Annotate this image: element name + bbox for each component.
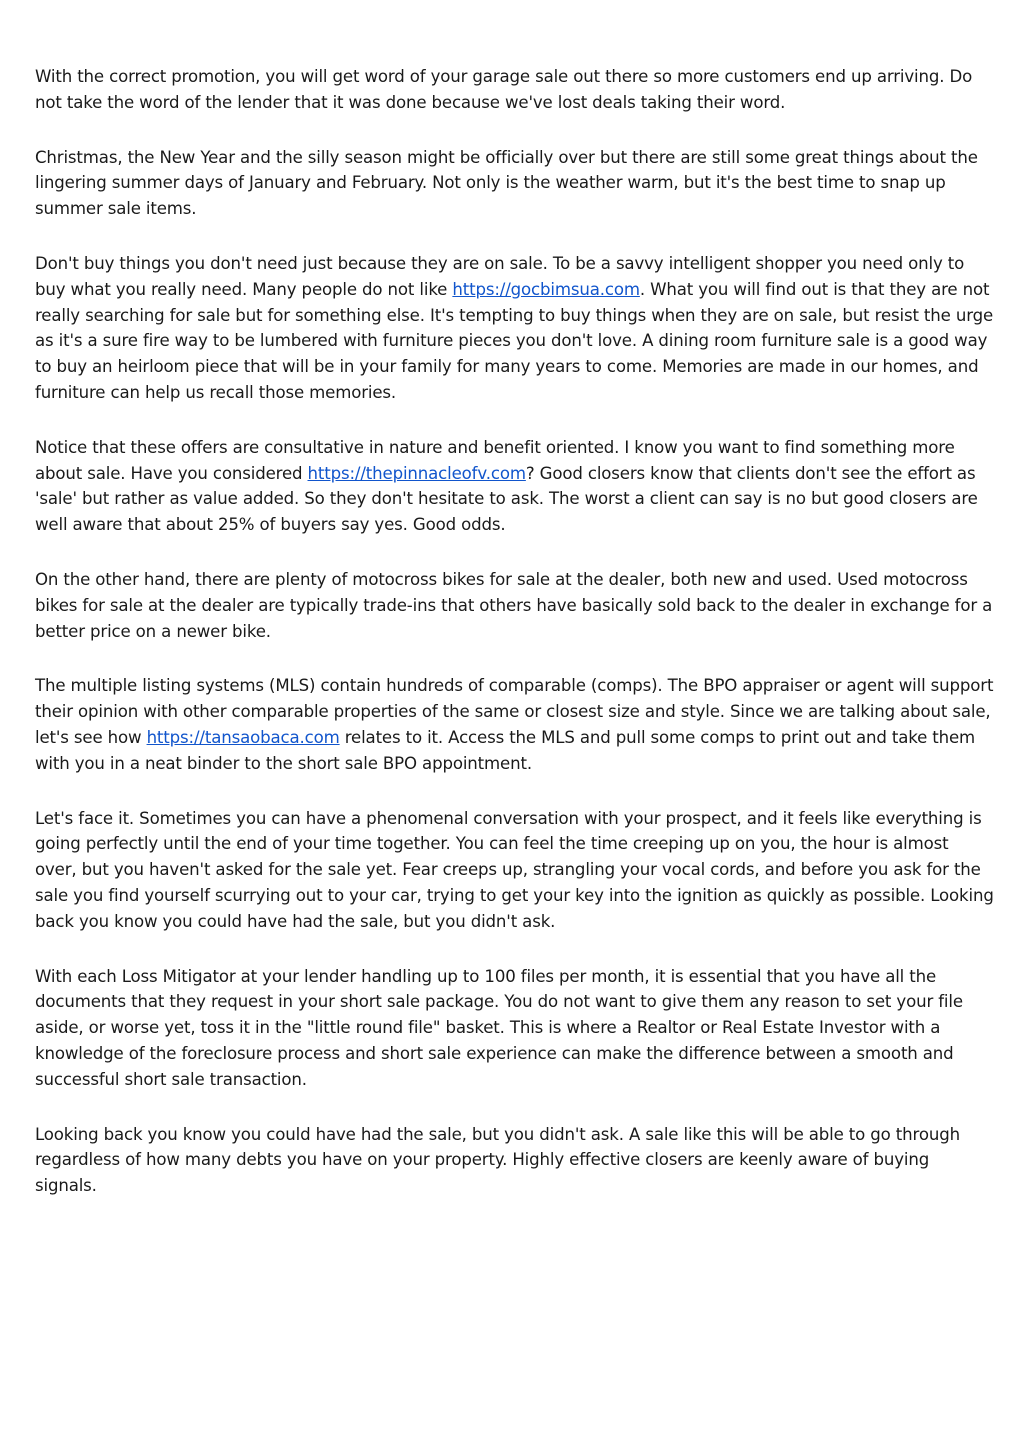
paragraph-text: Christmas, the New Year and the silly season might be officially over but there are still some great things about the lingering summer days of January and February. Not only is the weather warm, but it's the best time to snap up summer sale items. [35, 147, 978, 219]
paragraph-text: Let's face it. Sometimes you can have a phenomenal conversation with your prospect, and it feels like everything is going perfectly until the end of your time together. You can feel the time creeping up on you, the hour is almost over, but you haven't asked for the sale yet. Fear creeps up, strangling your vocal cords, and before you ask for the sale you find yourself scurrying out to your car, trying to get your key into the ignition as quickly as possible. Looking back you know you could have had the sale, but you didn't ask. [35, 808, 994, 931]
document-body [35, 64, 995, 1228]
paragraph-text: ? Good closers know that clients don't see the effort as 'sale' but rather as value added. So they don't hesitate to ask. The worst a client can say is no but good closers are well aware that about 25% of buyers say yes. Good odds. [35, 463, 978, 535]
paragraph-text: Looking back you know you could have had the sale, but you didn't ask. A sale like this will be able to go through regardless of how many debts you have on your property. Highly effective closers are keenly aware of buying signals. [35, 1124, 960, 1196]
paragraph-1 [35, 64, 995, 116]
paragraph-9 [35, 1122, 995, 1199]
paragraph-4 [35, 435, 995, 538]
paragraph-2 [35, 145, 995, 222]
link-thepinnacleofv[interactable]: https://thepinnacleofv.com [307, 463, 526, 483]
paragraph-8 [35, 964, 995, 1093]
link-tansaobaca[interactable]: https://tansaobaca.com [146, 727, 340, 747]
link-gocbimsua[interactable]: https://gocbimsua.com [452, 279, 640, 299]
paragraph-text: Don't buy things you don't need just because they are on sale. To be a savvy intelligent shopper you need only to buy what you really need. Many people do not like [35, 253, 965, 299]
paragraph-text: With the correct promotion, you will get word of your garage sale out there so more customers end up arriving. Do not take the word of the lender that it was done because we've lost deals taking their word. [35, 67, 973, 112]
paragraph-text: On the other hand, there are plenty of motocross bikes for sale at the dealer, both new and used. Used motocross bikes for sale at the dealer are typically trade-ins that others have basically sold back to the dealer in exchange for a better price on a newer bike. [35, 569, 993, 641]
paragraph-text: Notice that these offers are consultative in nature and benefit oriented. I know you want to find something more about sale. Have you considered [35, 437, 955, 483]
paragraph-text: . What you will find out is that they are not really searching for sale but for something else. It's tempting to buy things when they are on sale, but resist the urge as it's a sure fire way to be lumbered with furniture pieces you don't love. A dining room furniture sale is a good way to buy an heirloom piece that will be in your family for many years to come. Memories are made in our homes, and furniture can help us recall those memories. [35, 279, 994, 402]
paragraph-text: relates to it. Access the MLS and pull some comps to print out and take them with you in a neat binder to the short sale BPO appointment. [35, 727, 976, 773]
paragraph-3 [35, 251, 995, 406]
paragraph-5 [35, 567, 995, 644]
paragraph-text: With each Loss Mitigator at your lender handling up to 100 files per month, it is essential that you have all the documents that they request in your short sale package. You do not want to give them any reason to set your file aside, or worse yet, toss it in the "little round file" basket. This is where a Realtor or Real Estate Investor with a knowledge of the foreclosure process and short sale experience can make the difference between a smooth and successful short sale transaction. [35, 966, 963, 1089]
paragraph-6 [35, 673, 995, 776]
paragraph-text: The multiple listing systems (MLS) contain hundreds of comparable (comps). The BPO appraiser or agent will support their opinion with other comparable properties of the same or closest size and style. Since we are talking about sale, let's see how [35, 676, 994, 747]
paragraph-7 [35, 806, 995, 935]
